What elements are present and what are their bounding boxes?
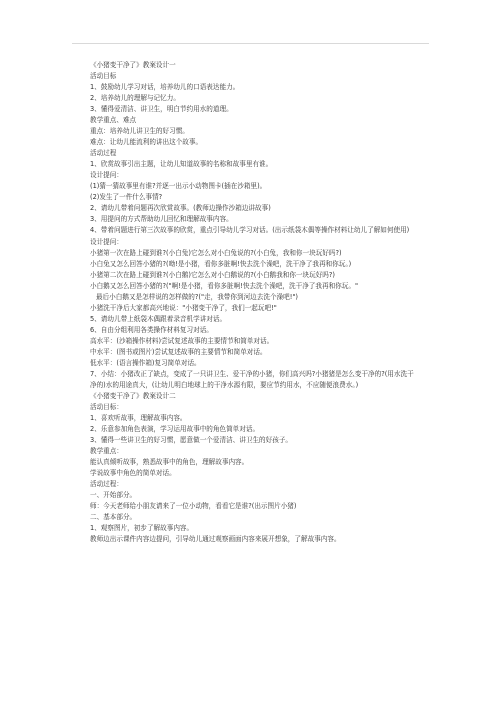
paragraph: 7、小结：小猪改正了缺点，变成了一只讲卫生、爱干净的小猪，你们高兴吗?小猪猪是怎么变干净的?(用水洗干净的)水的用途真大，(让幼儿明白地球上的干净水源有限，要应节约用水，不应随便浪费水。)	[90, 369, 414, 389]
paragraph: 1、鼓励幼儿学习对话，培养幼儿的口语表达能力。	[90, 83, 240, 92]
paragraph: 2、请幼儿带着问题再次欣赏故事。(教师边操作沙箱边讲故事)	[90, 204, 271, 213]
paragraph: 2、培养幼儿的理解与记忆力。	[90, 94, 180, 103]
paragraph: 小白兔又怎么回答小猪的?(呦!是小猪，看你多脏啊!快去洗个澡吧，洗干净了我再和你玩。)	[90, 259, 352, 268]
paragraph: 小白鹅又怎么回答小猪的?("啊!是小猪，看你多脏啊!快去洗个澡吧，洗干净了我再和你玩。"	[90, 281, 358, 290]
paragraph: 重点：培养幼儿讲卫生的好习惯。	[90, 127, 189, 136]
paragraph: 小猪第二次在路上碰到谁?(小白鹅)它怎么对小白鹅说的?(小白鹅我和你一块玩好吗?)	[90, 270, 335, 279]
paragraph: 教师边出示课件内容边提问，引导幼儿通过观察画面内容来展开想象，了解故事内容。	[90, 535, 341, 544]
paragraph: 学说故事中角色的简单对话。	[90, 469, 176, 478]
paragraph: 6、自由分组利用各类操作材料复习对话。	[90, 325, 213, 334]
paragraph: 5、请幼儿带上纸袋木偶跟着录音机学讲对话。	[90, 314, 227, 323]
paragraph: 低水平：(语言操作箱)复习简单对话。	[90, 358, 201, 367]
section-heading: 活动过程：	[90, 480, 123, 489]
paragraph: 小猪洗干净后大家都高兴地说："小猪变干净了，我们一起玩吧!"	[90, 303, 277, 312]
section-heading: 活动目标：	[90, 403, 123, 411]
paragraph: 一、开始部分。	[90, 491, 137, 500]
section-heading: 教学重点、难点	[90, 116, 137, 125]
section-heading: 活动目标	[90, 72, 117, 81]
paragraph: 二、基本部分。	[90, 513, 137, 522]
paragraph: 1、欣赏故事引出主题，让幼儿知道故事的名称和故事里有谁。	[90, 160, 273, 169]
paragraph: 小猪第一次在路上碰到谁?(小白兔)它怎么对小白兔说的?(小白兔，我和你一块玩好吗?)	[90, 248, 342, 257]
section-heading: 教学重点：	[90, 447, 123, 456]
paragraph: 3、用提问的方式帮助幼儿回忆和理解故事内容。	[90, 215, 233, 224]
header-rule	[72, 43, 429, 44]
paragraph: 设计提问：	[90, 171, 123, 180]
section-heading: 活动过程	[90, 149, 117, 158]
lesson-title: 《小猪变干净了》教案设计一	[90, 61, 176, 69]
paragraph: 能认真倾听故事，熟悉故事中的角色，理解故事内容。	[90, 458, 249, 467]
paragraph: 最后小白鹅又是怎样说的怎样做的?("走，我带你到河边去洗个澡吧!")	[96, 292, 298, 301]
paragraph: 1、喜欢听故事，理解故事内容。	[90, 414, 187, 423]
paragraph: 难点：让幼儿能流利的讲出这个故事。	[90, 138, 203, 147]
paragraph: 4、带着问题进行第三次故事的欣赏，重点引导幼儿学习对话。(出示纸袋木偶等操作材料让幼儿了解如何使用)	[90, 226, 410, 235]
paragraph: (1)猜一猜故事里有谁?并逐一出示小动物图卡(插在沙箱里)。	[90, 182, 267, 191]
paragraph: 师：今天老师给小朋友请来了一位小动物，看看它是谁?(出示图片小猪)	[90, 502, 297, 511]
document-body	[90, 60, 420, 545]
paragraph: 高水平：(沙箱操作材料)尝试复述故事的主要情节和简单对话。	[90, 336, 274, 345]
lesson-title: 《小猪变干净了》教案设计二	[90, 391, 176, 400]
paragraph: 中水平：(图书或图片)尝试复述故事的主要情节和简单对话。	[90, 347, 267, 356]
paragraph: 1、观察图片，初步了解故事内容。	[90, 524, 194, 533]
paragraph: 3、懂得一些讲卫生的好习惯，愿意做一个爱清洁、讲卫生的好孩子。	[90, 436, 293, 445]
paragraph: 3、懂得爱清洁、讲卫生，明白节约用水的道理。	[90, 105, 233, 114]
paragraph: 设计提问：	[90, 237, 123, 246]
paragraph: (2)发生了一件什么事情?	[90, 193, 163, 202]
paragraph: 2、乐意参加角色表演，学习运用故事中的角色简单对话。	[90, 425, 260, 434]
